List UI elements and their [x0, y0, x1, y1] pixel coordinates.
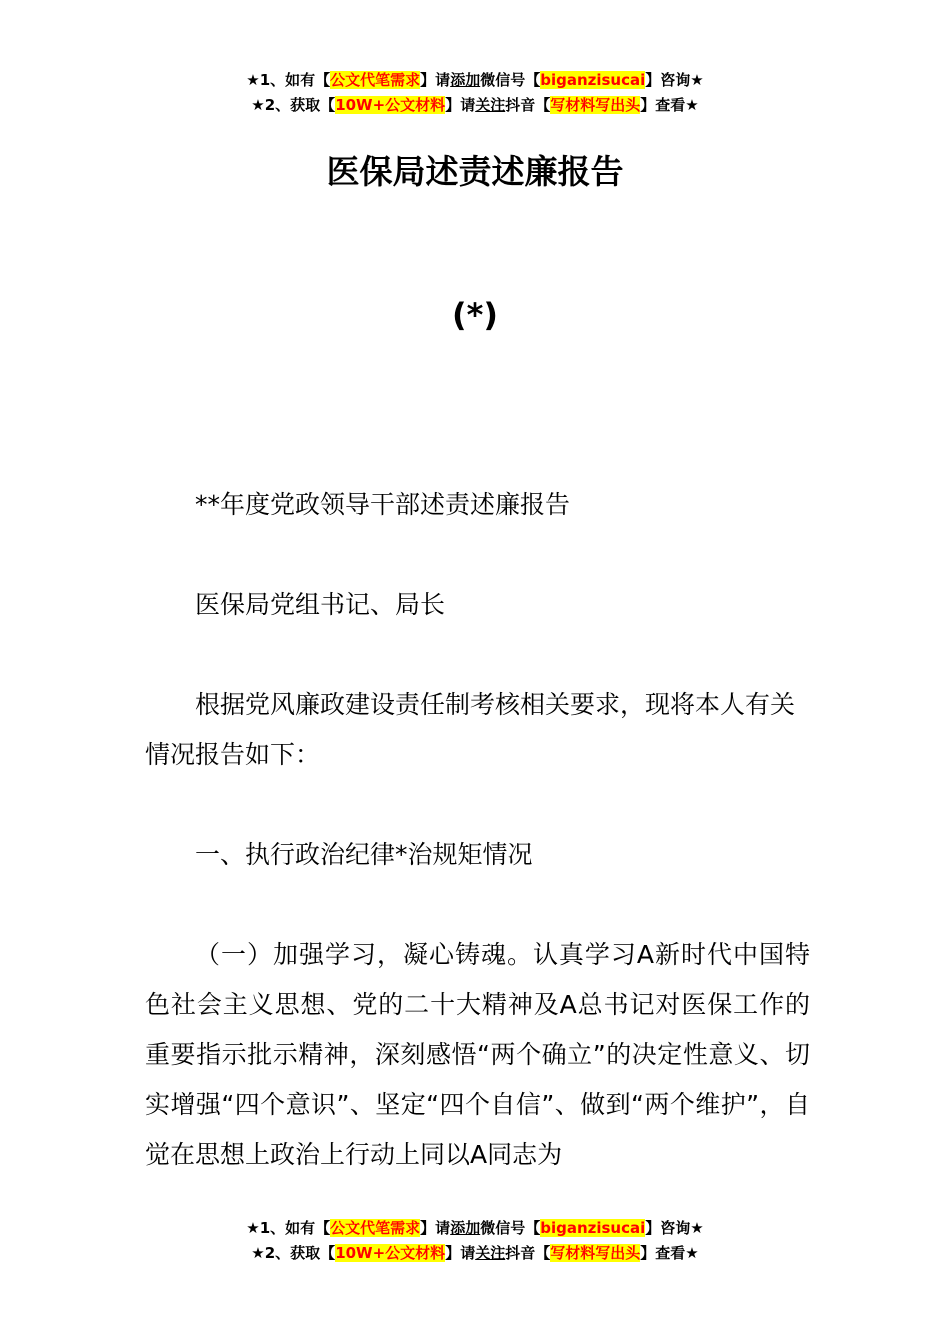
banner-text: 微信号【 [480, 1219, 541, 1237]
banner-line-1 [0, 68, 950, 93]
document-title: 医保局述责述廉报告 [326, 152, 624, 191]
highlight-wechat-id: biganzisucai [540, 71, 646, 89]
underlined-text: 关注 [475, 96, 506, 114]
underlined-text: 添加 [450, 71, 481, 89]
banner-text: 】查看★ [640, 1244, 699, 1262]
header-banner [0, 68, 950, 118]
banner-text: 微信号【 [480, 71, 541, 89]
highlight-wechat-id: biganzisucai [540, 1219, 646, 1237]
banner-text: 】咨询★ [645, 1219, 704, 1237]
highlight-service: 公文代笔需求 [330, 1219, 421, 1237]
body-paragraph: （一）加强学习，凝心铸魂。认真学习A新时代中国特色社会主义思想、党的二十大精神及A总书记对医保工作的重要指示批示精神，深刻感悟“两个确立”的决定性意义、切实增强“四个意识”、坚定“四个自信”、做到“两个维护”，自觉在思想上政治上行动上同以A同志为 [145, 940, 810, 1169]
banner-text: 】请 [445, 1244, 476, 1262]
banner-text: 】查看★ [640, 96, 699, 114]
banner-text: 】请 [445, 96, 476, 114]
highlight-materials: 10W+公文材料 [335, 96, 446, 114]
author-position: 医保局党组书记、局长 [195, 590, 446, 619]
highlight-service: 公文代笔需求 [330, 71, 421, 89]
highlight-douyin: 写材料写出头 [550, 96, 641, 114]
banner-text: ★1、如有【 [246, 71, 331, 89]
section-heading: 一、执行政治纪律*治规矩情况 [195, 840, 533, 869]
report-subtitle: **年度党政领导干部述责述廉报告 [195, 490, 571, 519]
intro-paragraph: 根据党风廉政建设责任制考核相关要求，现将本人有关情况报告如下： [145, 690, 796, 769]
underlined-text: 关注 [475, 1244, 506, 1262]
banner-text: 】请 [420, 71, 451, 89]
banner-line-1 [0, 1216, 950, 1241]
banner-text: 】请 [420, 1219, 451, 1237]
banner-text: ★2、获取【 [251, 96, 336, 114]
underlined-text: 添加 [450, 1219, 481, 1237]
footer-banner [0, 1216, 950, 1266]
banner-text: ★1、如有【 [246, 1219, 331, 1237]
banner-text: 】咨询★ [645, 71, 704, 89]
banner-text: 抖音【 [505, 1244, 551, 1262]
banner-text: 抖音【 [505, 96, 551, 114]
highlight-materials: 10W+公文材料 [335, 1244, 446, 1262]
highlight-douyin: 写材料写出头 [550, 1244, 641, 1262]
banner-line-2 [0, 1241, 950, 1266]
banner-line-2 [0, 93, 950, 118]
banner-text: ★2、获取【 [251, 1244, 336, 1262]
document-mark: (*) [452, 296, 498, 334]
